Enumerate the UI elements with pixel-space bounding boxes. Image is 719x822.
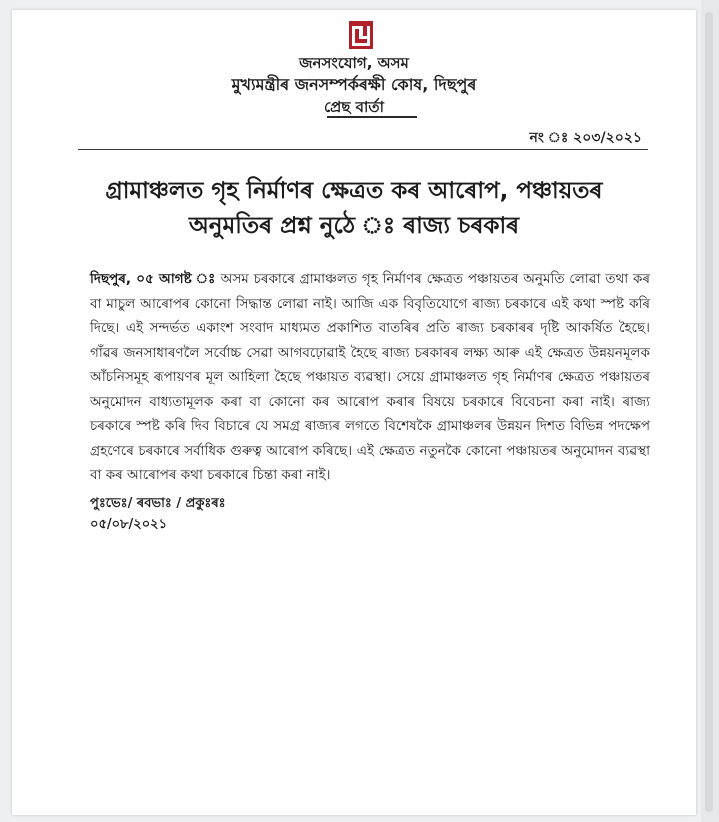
headline-line-2: অনুমতিৰ প্ৰশ্ন নুঠে ঃ ৰাজ্য চৰকাৰ xyxy=(188,213,520,239)
body-text: অসম চৰকাৰে গ্ৰামাঞ্চলত গৃহ নিৰ্মাণৰ ক্ষেত্ৰত পঞ্চায়তৰ অনুমতি লোৱা তথা কৰ বা মাচুল আৰোপৰ কোনো সিদ্ধান্ত লোৱা নাই। আজি এক বিবৃতিযোগে ৰাজ্য চৰকাৰে এই কথা স্পষ্ট কৰি দিছে। এই সন্দৰ্ভত একাংশ সংবাদ মাধ্যমত প্ৰকাশিত বাতৰিৰ প্ৰতি ৰাজ্য চৰকাৰৰ দৃষ্টি আকৰ্ষিত হৈছে। গাঁৱৰ জনসাধাৰণলৈ সৰ্বোচ্চ সেৱা আগবঢ়োৱাই হৈছে ৰাজ্য চৰকাৰৰ লক্ষ্য আৰু এই ক্ষেত্ৰত উন্নয়নমূলক আঁচনিসমূহ ৰূপায়ণৰ মূল আহিলা হৈছে পঞ্চায়ত ব্যৱস্থা। সেয়ে গ্ৰামাঞ্চলত গৃহ নিৰ্মাণৰ ক্ষেত্ৰত পঞ্চায়তৰ অনুমোদন বাধ্যতামূলক কৰা বা কোনো কৰ আৰোপ কৰাৰ বিষয়ে চৰকাৰে বিবেচনা কৰা নাই। ৰাজ্য চৰকাৰে স্পষ্ট কৰি দিব বিচাৰে যে সমগ্ৰ ৰাজ্যৰ লগতে বিশেষকৈ গ্ৰামাঞ্চলৰ উন্নয়ন দিশত বিভিন্ন পদক্ষেপ গ্ৰহণেৰে চৰকাৰে সৰ্বাধিক গুৰুত্ব আৰোপ কৰিছে। এই ক্ষেত্ৰত নতুনকৈ কোনো পঞ্চায়তৰ অনুমোদন ব্যৱস্থা বা কৰ আৰোপৰ কথা চৰকাৰে চিন্তা কৰা নাই। xyxy=(90,271,651,483)
label-underline xyxy=(327,116,417,118)
dateline: দিছপুৰ, ০৫ আগষ্ট ঃ xyxy=(90,271,216,287)
press-release-label: প্ৰেছ বাৰ্তা xyxy=(324,98,384,116)
government-logo-icon xyxy=(348,20,374,50)
window-edge xyxy=(701,0,719,822)
reference-number: নং ঃ ২০৩/২০২১ xyxy=(529,130,642,146)
body-paragraph xyxy=(90,267,650,488)
press-release-page xyxy=(12,10,696,815)
headline-line-1: গ্ৰামাঞ্চলত গৃহ নিৰ্মাণৰ ক্ষেত্ৰত কৰ আৰোপ, পঞ্চায়তৰ xyxy=(105,178,603,204)
header-divider xyxy=(78,149,648,150)
footer-initials: পুঃভেঃ/ ৰবভাঃ / প্ৰকুঃৰঃ xyxy=(90,496,226,511)
department-name: জনসংযোগ, অসম xyxy=(299,54,409,72)
office-name: মুখ্যমন্ত্ৰীৰ জনসম্পৰ্কৰক্ষী কোষ, দিছপুৰ xyxy=(231,75,477,94)
footer-date: ০৫/০৮/২০২১ xyxy=(90,517,168,532)
scrollbar[interactable] xyxy=(705,12,713,812)
